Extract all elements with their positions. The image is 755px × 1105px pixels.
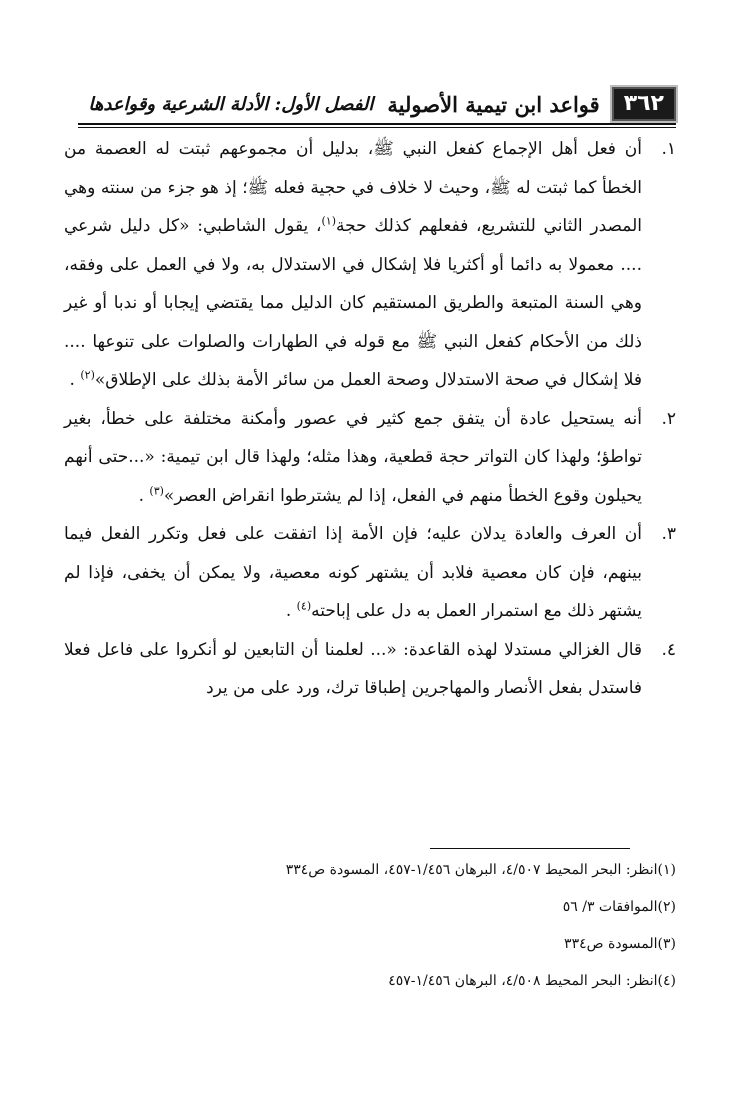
item-text-part: أن فعل أهل الإجماع كفعل النبي ﷺ، بدليل أن مجموعهم ثبتت له العصمة من الخطأ كما ثبتت له ﷺ، وحيث لا خلاف في حجية فعله ﷺ؛ إذ هو جزء من سنته وهي المصدر الثاني للتشريع، ففعلهم كذلك حجة [64, 139, 642, 236]
item-text [64, 400, 642, 516]
item-text [64, 130, 642, 400]
item-number: ٣. [661, 524, 676, 544]
footnotes [64, 852, 676, 1000]
footnote: (٢)الموافقات ٣/ ٥٦ [562, 899, 676, 915]
item-number: ٢. [661, 408, 676, 429]
footnote-separator [430, 848, 630, 849]
footnote: (٤)انظر: البحر المحيط ٤/٥٠٨، البرهان ١/٤٥٦-٤٥٧ [388, 973, 676, 989]
item-text [64, 631, 642, 708]
item-text-part: أنه يستحيل عادة أن يتفق جمع كثير في عصور وأمكنة مختلفة على خطأ، بغير تواطؤ؛ ولهذا كان التواتر حجة قطعية، وهذا مثله؛ ولهذا قال ابن تيمية: «...حتى أنهم يحيلون وقوع الخطأ منهم في الفعل، إذا لم يشترطوا انقراض العصر» [64, 408, 642, 506]
item-number: ١. [661, 139, 676, 159]
footnote: (١)انظر: البحر المحيط ٤/٥٠٧، البرهان ١/٤٥٦-٤٥٧، المسودة ص٣٣٤ [285, 862, 676, 878]
footnote-ref: (١) [321, 214, 337, 228]
footnote-ref: (٤) [296, 599, 312, 613]
running-header [78, 86, 676, 122]
list-item [64, 515, 676, 631]
item-text [64, 515, 642, 631]
item-text-part: قال الغزالي مستدلا لهذه القاعدة: «... لعلمنا أن التابعين لو أنكروا على فاعل فعلا فاستدل بفعل الأنصار والمهاجرين إطباقا ترك، ورد على من يرد [64, 639, 642, 698]
item-text-end: . [138, 485, 144, 506]
item-number: ٤. [661, 639, 676, 660]
item-text-part: أن العرف والعادة يدلان عليه؛ فإن الأمة إذا اتفقت على فعل وتكرر الفعل فيما بينهم، فإن كان معصية فلابد أن يشتهر كونه معصية، ولا يمكن أن يخفى، فإذا لم يشتهر ذلك مع استمرار العمل به دل على إباحته [64, 524, 642, 621]
book-title: قواعد ابن تيمية الأصولية [387, 91, 600, 117]
item-text-end: . [285, 601, 292, 621]
header-rule [78, 123, 676, 125]
item-text-end: . [69, 370, 75, 390]
header-rule-thin [78, 127, 676, 128]
list-item [64, 400, 676, 516]
list-item [64, 631, 676, 708]
page-number: ٣٦٢ [612, 87, 676, 121]
item-text-part: ، يقول الشاطبي: «كل دليل شرعي .... معمولا به دائما أو أكثريا فلا إشكال في الاستدلال به، ولا في العمل على وفقه، وهي السنة المتبعة والطريق المستقيم كان الدليل مما يقتضي إيجابا أو ندبا أو غير ذلك من الأحكام كفعل النبي ﷺ مع قوله في الطهارات والصلوات على تنوعها .... فلا إشكال في صحة الاستدلال وصحة العمل من سائر الأمة بذلك على الإطلاق» [64, 216, 642, 390]
chapter-title: الفصل الأول: الأدلة الشرعية وقواعدها [88, 93, 374, 115]
footnote: (٣)المسودة ص٣٣٤ [564, 936, 676, 952]
footnote-ref: (٢) [80, 368, 95, 382]
footnote-ref: (٣) [149, 483, 164, 497]
list-item [64, 130, 676, 400]
main-text [64, 130, 676, 708]
